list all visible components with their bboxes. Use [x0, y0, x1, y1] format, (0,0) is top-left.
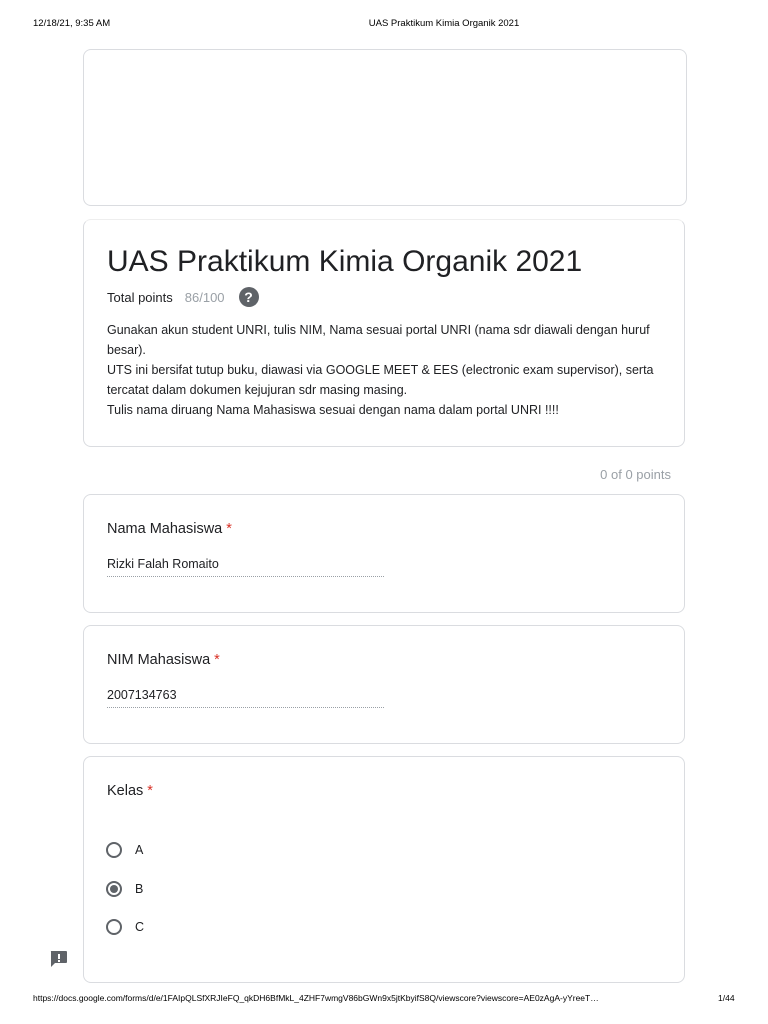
- print-url: https://docs.google.com/forms/d/e/1FAIpQLSfXRJIeFQ_qkDH6BfMkL_4ZHF7wmgV86bGWn9x5jtKbyifS8Q/viewscore?viewscore=AE0zAgA-yYreeT…: [33, 993, 599, 1003]
- total-points-value: 86/100: [184, 289, 225, 305]
- question-card-kelas: [83, 756, 685, 983]
- required-asterisk: *: [147, 783, 153, 799]
- description-line: UTS ini bersifat tutup buku, diawasi via GOOGLE MEET & EES (electronic exam supervisor), serta tercatat dalam dokumen kejujuran sdr masing masing.: [107, 363, 654, 397]
- radio-option-a[interactable]: [106, 839, 143, 861]
- description-line: Gunakan akun student UNRI, tulis NIM, Nama sesuai portal UNRI (nama sdr diawali dengan huruf besar).: [107, 323, 650, 357]
- print-datetime: 12/18/21, 9:35 AM: [33, 18, 111, 29]
- radio-option-label: B: [135, 882, 144, 896]
- form-header-card: [83, 219, 685, 447]
- answer-field-nama[interactable]: Rizki Falah Romaito: [107, 557, 384, 577]
- required-asterisk: *: [226, 521, 232, 537]
- form-title: UAS Praktikum Kimia Organik 2021: [107, 245, 583, 278]
- form-description: [107, 320, 667, 420]
- question-title-text: Kelas: [107, 783, 144, 799]
- question-card-nama: [83, 494, 685, 613]
- question-title-text: NIM Mahasiswa: [107, 652, 211, 668]
- radio-option-b[interactable]: [106, 878, 143, 900]
- radio-unchecked-icon[interactable]: [106, 842, 122, 858]
- total-points-row: [107, 286, 259, 308]
- print-header: [0, 18, 768, 32]
- radio-unchecked-icon[interactable]: [106, 919, 122, 935]
- question-title: [107, 521, 232, 537]
- print-footer: [0, 993, 768, 1007]
- question-title-text: Nama Mahasiswa: [107, 521, 223, 537]
- description-line: Tulis nama diruang Nama Mahasiswa sesuai dengan nama dalam portal UNRI !!!!: [107, 403, 559, 417]
- radio-option-c[interactable]: [106, 916, 144, 938]
- question-title: [107, 652, 220, 668]
- section-points: 0 of 0 points: [600, 467, 671, 482]
- question-card-nim: [83, 625, 685, 744]
- question-title: [107, 783, 153, 799]
- help-icon[interactable]: ?: [239, 287, 259, 307]
- total-points-label: Total points: [107, 289, 173, 305]
- radio-checked-icon[interactable]: [106, 881, 122, 897]
- radio-option-label: A: [135, 843, 144, 857]
- feedback-icon[interactable]: [49, 950, 68, 968]
- print-title: UAS Praktikum Kimia Organik 2021: [368, 18, 520, 29]
- radio-option-label: C: [135, 920, 145, 934]
- answer-field-nim[interactable]: 2007134763: [107, 688, 384, 708]
- header-image-card: [83, 49, 687, 206]
- required-asterisk: *: [214, 652, 220, 668]
- print-page-number: 1/44: [718, 993, 735, 1003]
